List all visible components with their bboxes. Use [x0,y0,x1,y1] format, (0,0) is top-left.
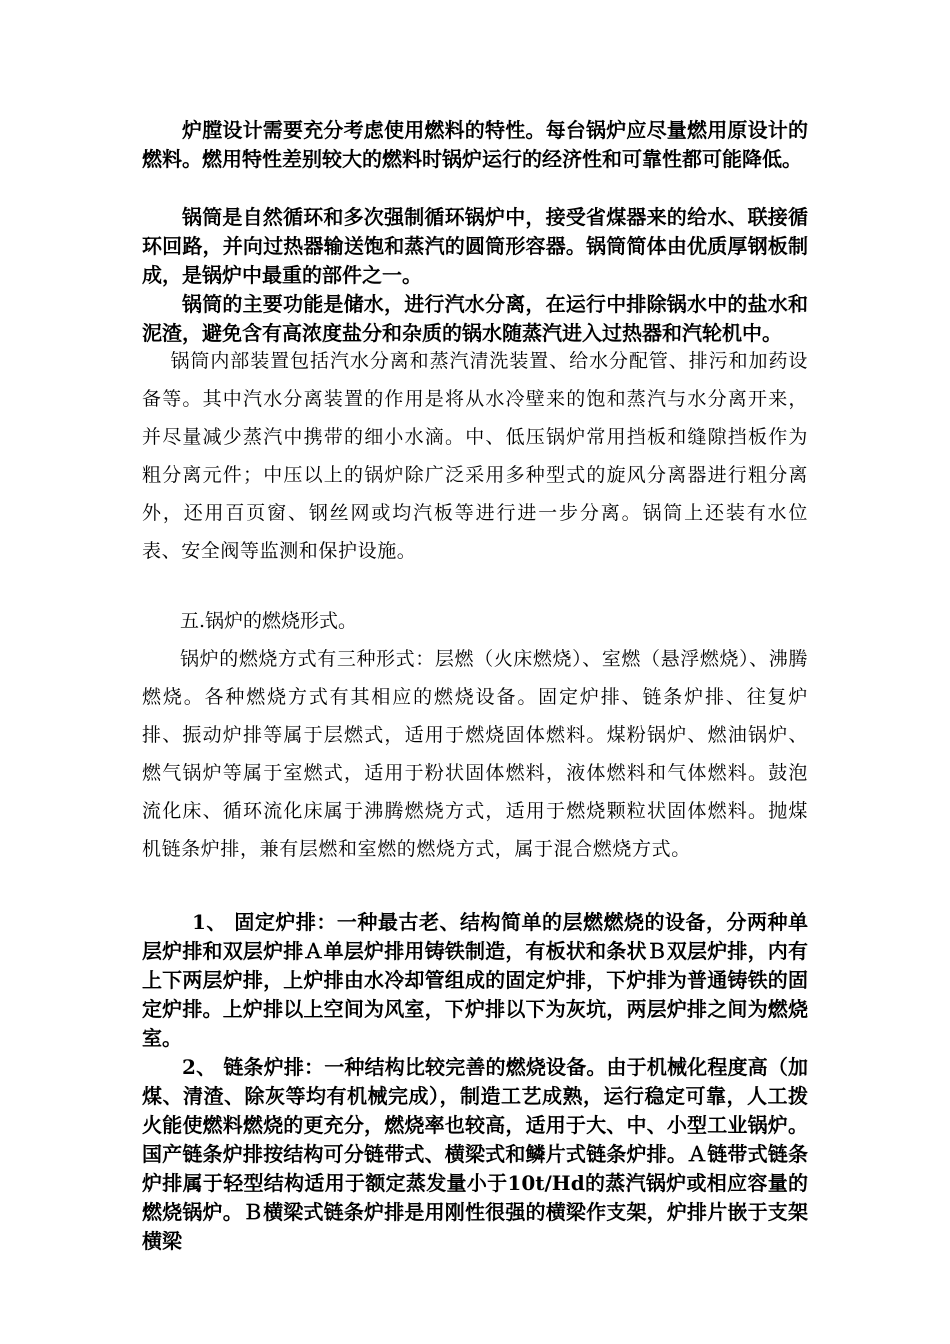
list-item-number: 2、 [182,1055,217,1079]
list-item-text: 链条炉排：一种结构比较完善的燃烧设备。由于机械化程度高（加煤、清渣、除灰等均有机械完成），制造工艺成熟，运行稳定可靠，人工拨火能使燃料燃烧的更充分，燃烧率也较高，适用于大、中、小型工业锅炉。国产链条炉排按结构可分链带式、横梁式和鳞片式链条炉排。Ａ链带式链条炉排属于轻型结构适用于额定蒸发量小于10t/Hd的蒸汽锅炉或相应容量的燃烧锅炉。Ｂ横梁式链条炉排是用刚性很强的横梁作支架，炉排片嵌于支架横梁 [142,1055,809,1253]
list-item-text: 固定炉排：一种最古老、结构简单的层燃燃烧的设备，分两种单层炉排和双层炉排Ａ单层炉排用铸铁制造，有板状和条状Ｂ双层炉排，内有上下两层炉排，上炉排由水冷却管组成的固定炉排，下炉排为普通铸铁的固定炉排。上炉排以上空间为风室，下炉排以下为灰坑，两层炉排之间为燃烧室。 [142,910,809,1050]
paragraph-furnace-design: 炉膛设计需要充分考虑使用燃料的特性。每台锅炉应尽量燃用原设计的燃料。燃用特性差别较大的燃料时锅炉运行的经济性和可靠性都可能降低。 [142,118,808,171]
list-item-number: 1、 [192,910,227,934]
paragraph-drum-function: 锅筒的主要功能是储水，进行汽水分离，在运行中排除锅水中的盐水和泥渣，避免含有高浓度盐分和杂质的锅水随蒸汽进入过热器和汽轮机中。 [142,292,808,345]
paragraph-combustion-methods: 锅炉的燃烧方式有三种形式：层燃（火床燃烧）、室燃（悬浮燃烧）、沸腾燃烧。各种燃烧方式有其相应的燃烧设备。固定炉排、链条炉排、往复炉排、振动炉排等属于层燃式，适用于燃烧固体燃料。煤粉锅炉、燃油锅炉、燃气锅炉等属于室燃式，适用于粉状固体燃料，液体燃料和气体燃料。鼓泡流化床、循环流化床属于沸腾燃烧方式，适用于燃烧颗粒状固体燃料。抛煤机链条炉排，兼有层燃和室燃的燃烧方式，属于混合燃烧方式。 [142,648,808,860]
list-item-fixed-grate [142,908,808,1053]
list-item-chain-grate [142,1053,808,1256]
paragraph-drum-internals: 锅筒内部装置包括汽水分离和蒸汽清洗装置、给水分配管、排污和加药设备等。其中汽水分离装置的作用是将从水冷壁来的饱和蒸汽与水分离开来，并尽量减少蒸汽中携带的细小水滴。中、低压锅炉常用挡板和缝隙挡板作为粗分离元件；中压以上的锅炉除广泛采用多种型式的旋风分离器进行粗分离外，还用百页窗、钢丝网或均汽板等进行进一步分离。锅筒上还装有水位表、安全阀等监测和保护设施。 [142,350,808,562]
section-heading-combustion: 五.锅炉的燃烧形式。 [180,610,358,632]
paragraph-drum-definition: 锅筒是自然循环和多次强制循环锅炉中，接受省煤器来的给水、联接循环回路，并向过热器输送饱和蒸汽的圆筒形容器。锅筒简体由优质厚钢板制成，是锅炉中最重的部件之一。 [142,205,808,287]
